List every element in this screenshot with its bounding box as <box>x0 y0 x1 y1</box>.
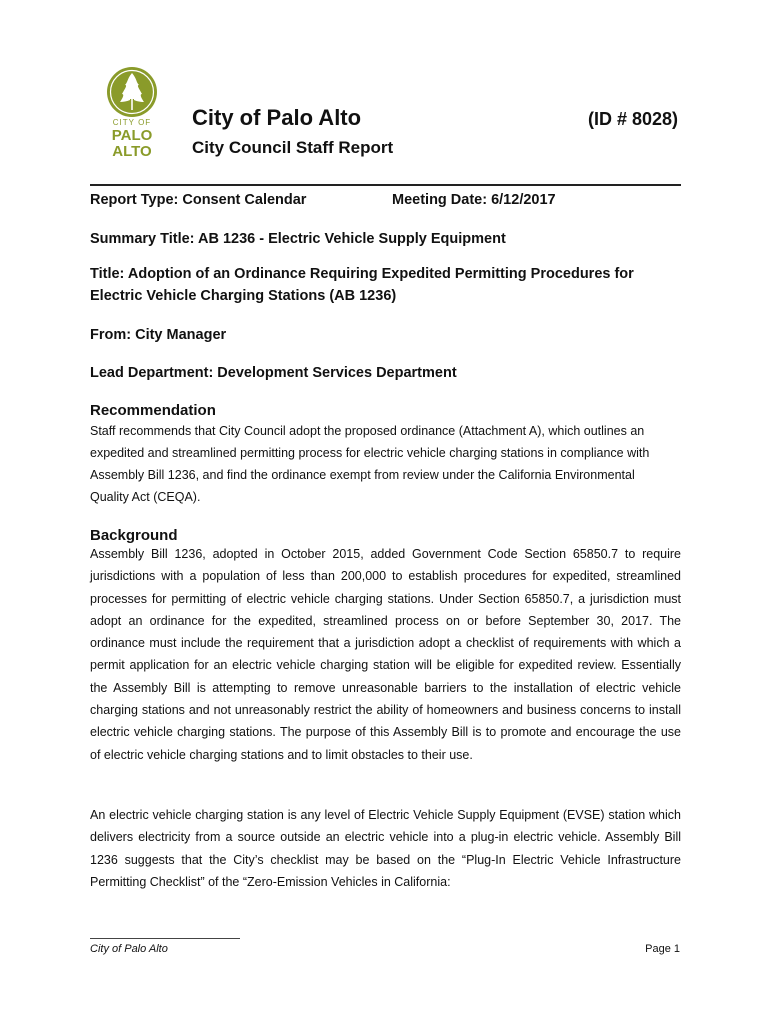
report-type: Report Type: Consent Calendar <box>90 192 307 208</box>
document-title: City of Palo Alto <box>192 105 362 130</box>
redwood-tree-icon <box>106 66 158 118</box>
logo-palo-text: PALO <box>111 127 153 144</box>
footer-divider <box>90 938 240 939</box>
from-field: From: City Manager <box>90 327 227 343</box>
footer-city: City of Palo Alto <box>90 943 168 955</box>
page-number: Page 1 <box>645 943 680 955</box>
background-heading: Background <box>90 527 178 544</box>
header-divider <box>90 184 681 186</box>
recommendation-text: Staff recommends that City Council adopt the proposed ordinance (Attachment A), which outlines an expedited and streamlined permitting process for electric vehicle charging stations in compliance with Assembly Bill 1236, and find the ordinance exempt from review under the California Environmental Quality Act (CEQA). <box>90 424 650 504</box>
logo-city-text: CITY OF <box>112 118 152 127</box>
report-id: (ID # 8028) <box>588 109 679 129</box>
document-subtitle: City Council Staff Report <box>192 138 394 157</box>
background-paragraph-2: An electric vehicle charging station is any level of Electric Vehicle Supply Equipment (EVSE) station which delivers electricity from a source outside an electric vehicle into a plug-in electric vehicle. Assembly Bill 1236 suggests that the City’s checklist may be based on the “Plug-In Electric Vehicle Infrastructure Permitting Checklist” of the “Zero-Emission Vehicles in California: <box>90 808 681 889</box>
background-paragraph-1: Assembly Bill 1236, adopted in October 2015, added Government Code Section 65850.7 to require jurisdictions with a population of less than 200,000 to establish procedures for expedited, streamlined processes for permitting of electric vehicle charging stations. Under Section 65850.7, a jurisdiction must adopt an ordinance for the expedited, streamlined process on or before September 30, 2017. The ordinance must include the requirement that a jurisdiction adopt a checklist of requirements with which a permit application for an electric vehicle charging station will be eligible for expedited review. Essentially the Assembly Bill is attempting to remove unreasonable barriers to the installation of electric vehicle charging stations and not unreasonably restrict the ability of homeowners and business concerns to install electric vehicle charging stations. The purpose of this Assembly Bill is to promote and encourage the use of electric vehicle charging stations and to limit obstacles to their use. <box>90 547 681 762</box>
summary-title: Summary Title: AB 1236 - Electric Vehicle Supply Equipment <box>90 231 506 247</box>
meeting-date: Meeting Date: 6/12/2017 <box>392 192 556 208</box>
logo-alto-text: ALTO <box>112 143 152 160</box>
recommendation-heading: Recommendation <box>90 402 216 419</box>
full-title: Title: Adoption of an Ordinance Requiring Expedited Permitting Procedures for Electric Vehicle Charging Stations (AB 1236) <box>90 266 634 304</box>
lead-department: Lead Department: Development Services Department <box>90 365 457 381</box>
city-logo <box>106 66 158 162</box>
